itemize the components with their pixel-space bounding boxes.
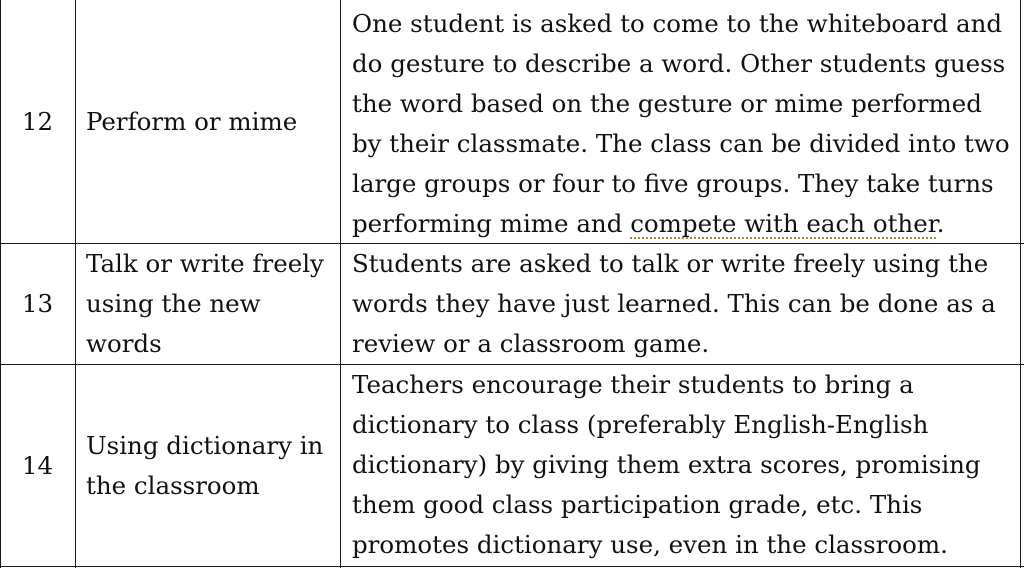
technique-name bbox=[86, 102, 297, 142]
description-text: performing mime and bbox=[352, 209, 631, 238]
description-line: by their classmate. The class can be divided into two bbox=[352, 129, 1010, 158]
description-cell bbox=[341, 0, 1024, 243]
description-line: large groups or four to five groups. They take turns bbox=[352, 169, 994, 198]
technique-name-line: words bbox=[86, 329, 162, 358]
description bbox=[352, 4, 1010, 244]
description-text: . bbox=[936, 209, 945, 238]
row-number: 13 bbox=[21, 289, 54, 318]
description bbox=[352, 365, 981, 565]
row-number: 12 bbox=[21, 106, 54, 136]
description-line: Students are asked to talk or write freely using the bbox=[352, 249, 989, 278]
description-line: dictionary) by giving them extra scores, promising bbox=[352, 450, 981, 479]
description-line: them good class participation grade, etc. This bbox=[352, 490, 923, 519]
technique-name-line: Talk or write freely bbox=[86, 249, 324, 278]
technique-name-cell bbox=[76, 0, 340, 243]
description-line: Teachers encourage their students to bring a bbox=[352, 370, 914, 399]
table-row bbox=[0, 244, 1024, 364]
description-line: words they have just learned. This can be done as a bbox=[352, 289, 996, 318]
technique-name-cell bbox=[76, 244, 340, 364]
description-line: the word based on the gesture or mime performed bbox=[352, 89, 982, 118]
row-number-cell bbox=[0, 244, 75, 364]
table-border-bottom bbox=[0, 566, 1024, 567]
row-number: 14 bbox=[21, 450, 54, 480]
description-line: promotes dictionary use, even in the classroom. bbox=[352, 530, 948, 559]
technique-name bbox=[86, 426, 323, 506]
grammar-flagged-phrase[interactable]: compete with each other bbox=[630, 209, 937, 238]
description-line: review or a classroom game. bbox=[352, 329, 710, 358]
technique-name-line: using the new bbox=[86, 289, 261, 318]
description-line-last bbox=[352, 204, 1010, 244]
technique-name-line: Perform or mime bbox=[86, 106, 298, 136]
technique-name bbox=[86, 244, 324, 364]
description-line: dictionary to class (preferably English-English bbox=[352, 410, 929, 439]
technique-name-cell bbox=[76, 365, 340, 566]
description-cell bbox=[341, 365, 1024, 566]
description-cell bbox=[341, 244, 1024, 364]
table-row bbox=[0, 0, 1024, 243]
technique-name-line: Using dictionary in bbox=[86, 430, 324, 460]
row-number-cell bbox=[0, 0, 75, 243]
row-number-cell bbox=[0, 365, 75, 566]
table-row bbox=[0, 365, 1024, 566]
technique-name-line: the classroom bbox=[86, 470, 260, 500]
description-line: do gesture to describe a word. Other students guess bbox=[352, 49, 1006, 78]
description-line: One student is asked to come to the whiteboard and bbox=[352, 9, 1003, 38]
description bbox=[352, 244, 996, 364]
